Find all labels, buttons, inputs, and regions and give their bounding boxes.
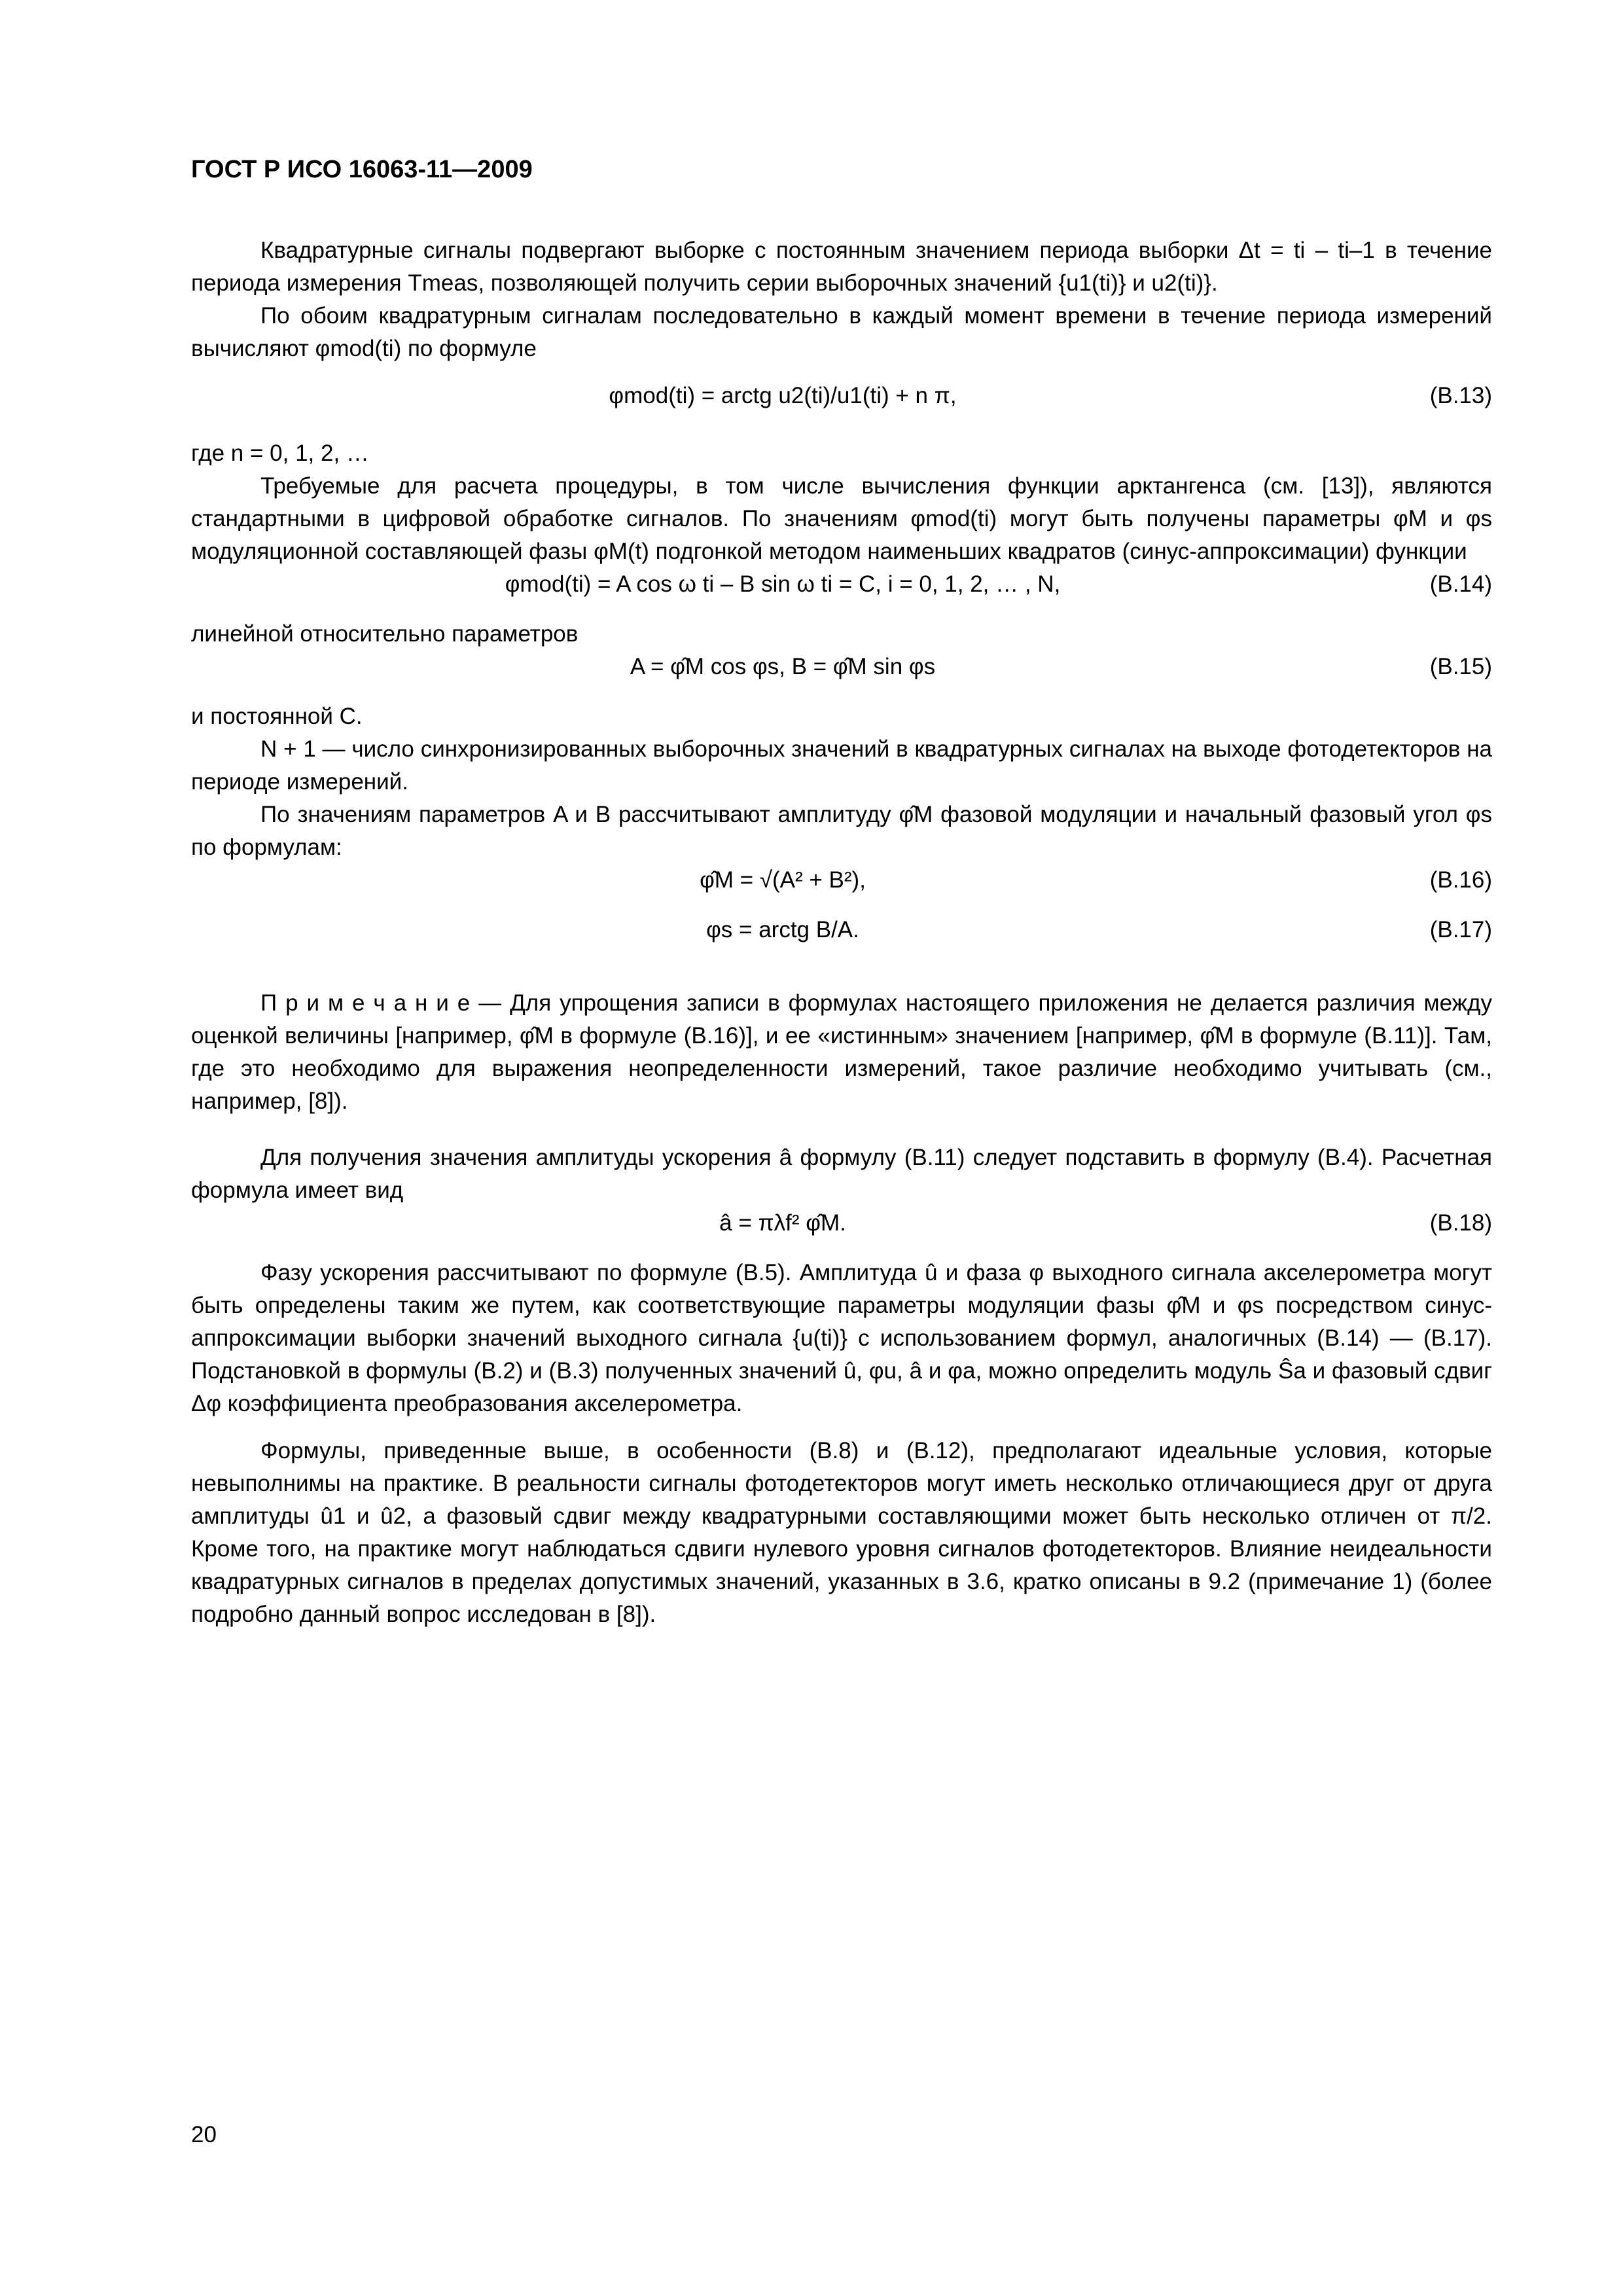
formula-b18-number: (В.18) — [1429, 1210, 1492, 1236]
document-header: ГОСТ Р ИСО 16063-11—2009 — [191, 156, 533, 183]
paragraph-n-values: где n = 0, 1, 2, … — [191, 440, 369, 466]
formula-b17-expression: φs = arctg B/A. — [706, 917, 859, 942]
formula-b13-expression: φmod(ti) = arctg u2(ti)/u1(ti) + n π, — [609, 383, 957, 408]
formula-b15-number: (В.15) — [1429, 654, 1492, 679]
document-body — [191, 234, 1492, 1631]
formula-b14-expression: φmod(ti) = A cos ω ti – B sin ω ti = C, i = 0, 1, 2, … , N, — [505, 571, 1061, 597]
paragraph-linear: линейной относительно параметров — [191, 621, 579, 647]
paragraph-acceleration-phase: Фазу ускорения рассчитывают по формуле (В.5). Амплитуда û и фаза φ выходного сигнала акселерометра могут быть определены таким же путем, как соответствующие параметры модуляции фазы φ̂M и φs посредством синус-аппроксимации выборки значений выходного сигнала {u(ti)} с использованием формул, аналогичных (В.14) — (В.17). Подстановкой в формулы (В.2) и (В.3) полученных значений û, φu, â и φa, можно определить модуль Ŝa и фазовый сдвиг Δφ коэффициента преобразования акселерометра. — [191, 1260, 1492, 1416]
paragraph-compute-phase: По обоим квадратурным сигналам последовательно в каждый момент времени в течение периода измерений вычисляют φmod(ti) по формуле — [191, 303, 1492, 361]
paragraph-gap — [191, 1420, 1492, 1435]
paragraph-ideal-conditions: Формулы, приведенные выше, в особенности (В.8) и (В.12), предполагают идеальные условия, которые невыполнимы на практике. В реальности сигналы фотодетекторов могут иметь несколько отличающиеся друг от друга амплитуды û1 и û2, а фазовый сдвиг между квадратурными составляющими может быть несколько отличен от π/2. Кроме того, на практике могут наблюдаться сдвиги нулевого уровня сигналов фотодетекторов. Влияние неидеальности квадратурных сигналов в пределах допустимых значений, указанных в 3.6, кратко описаны в 9.2 (примечание 1) (более подробно данный вопрос исследован в [8]). — [191, 1438, 1492, 1627]
formula-b16 — [191, 864, 1492, 914]
formula-b13-number: (В.13) — [1429, 383, 1492, 408]
formula-b15-expression: A = φ̂M cos φs, B = φ̂M sin φs — [630, 654, 936, 679]
page-number: 20 — [191, 2122, 217, 2147]
formula-b16-expression: φ̂M = √(A² + B²), — [700, 867, 866, 893]
paragraph-procedures: Требуемые для расчета процедуры, в том числе вычисления функции арктангенса (см. [13]), являются стандартными в цифровой обработке сигналов. По значениям φmod(ti) могут быть получены параметры φM и φs модуляционной составляющей фазы φM(t) подгонкой методом наименьших квадратов (синус-аппроксимации) функции — [191, 473, 1492, 564]
formula-b16-number: (В.16) — [1429, 867, 1492, 893]
paragraph-constant: и постоянной C. — [191, 704, 363, 729]
formula-b13 — [191, 365, 1492, 437]
formula-b18 — [191, 1207, 1492, 1257]
formula-b17 — [191, 914, 1492, 963]
paragraph-sample-count: N + 1 — число синхронизированных выборочных значений в квадратурных сигналах на выходе фотодетекторов на периоде измерений. — [191, 736, 1492, 795]
formula-b14 — [191, 568, 1492, 618]
paragraph-acceleration-amplitude: Для получения значения амплитуды ускорения â формулу (В.11) следует подставить в формулу (В.4). Расчетная формула имеет вид — [191, 1145, 1492, 1203]
paragraph-amplitude: По значениям параметров A и B рассчитывают амплитуду φ̂M фазовой модуляции и начальный фазовый угол φs по формулам: — [191, 802, 1492, 860]
formula-b18-expression: â = πλf² φ̂M. — [719, 1210, 846, 1236]
formula-b17-number: (В.17) — [1429, 917, 1492, 942]
paragraph-sampling: Квадратурные сигналы подвергают выборке с постоянным значением периода выборки Δt = ti – ti–1 в течение периода измерения Tmeas, позволяющей получить серии выборочных значений {u1(ti)} и u2(ti)}. — [191, 238, 1492, 296]
formula-b15 — [191, 651, 1492, 700]
formula-b14-number: (В.14) — [1429, 571, 1492, 597]
note-paragraph: П р и м е ч а н и е — Для упрощения записи в формулах настоящего приложения не делается различия между оценкой величины [например, φ̂M в формуле (В.16)], и ее «истинным» значением [например, φ̂M в формуле (В.11)]. Там, где это необходимо для выражения неопределенности измерений, такое различие необходимо учитывать (см., например, [8]). — [191, 990, 1492, 1114]
